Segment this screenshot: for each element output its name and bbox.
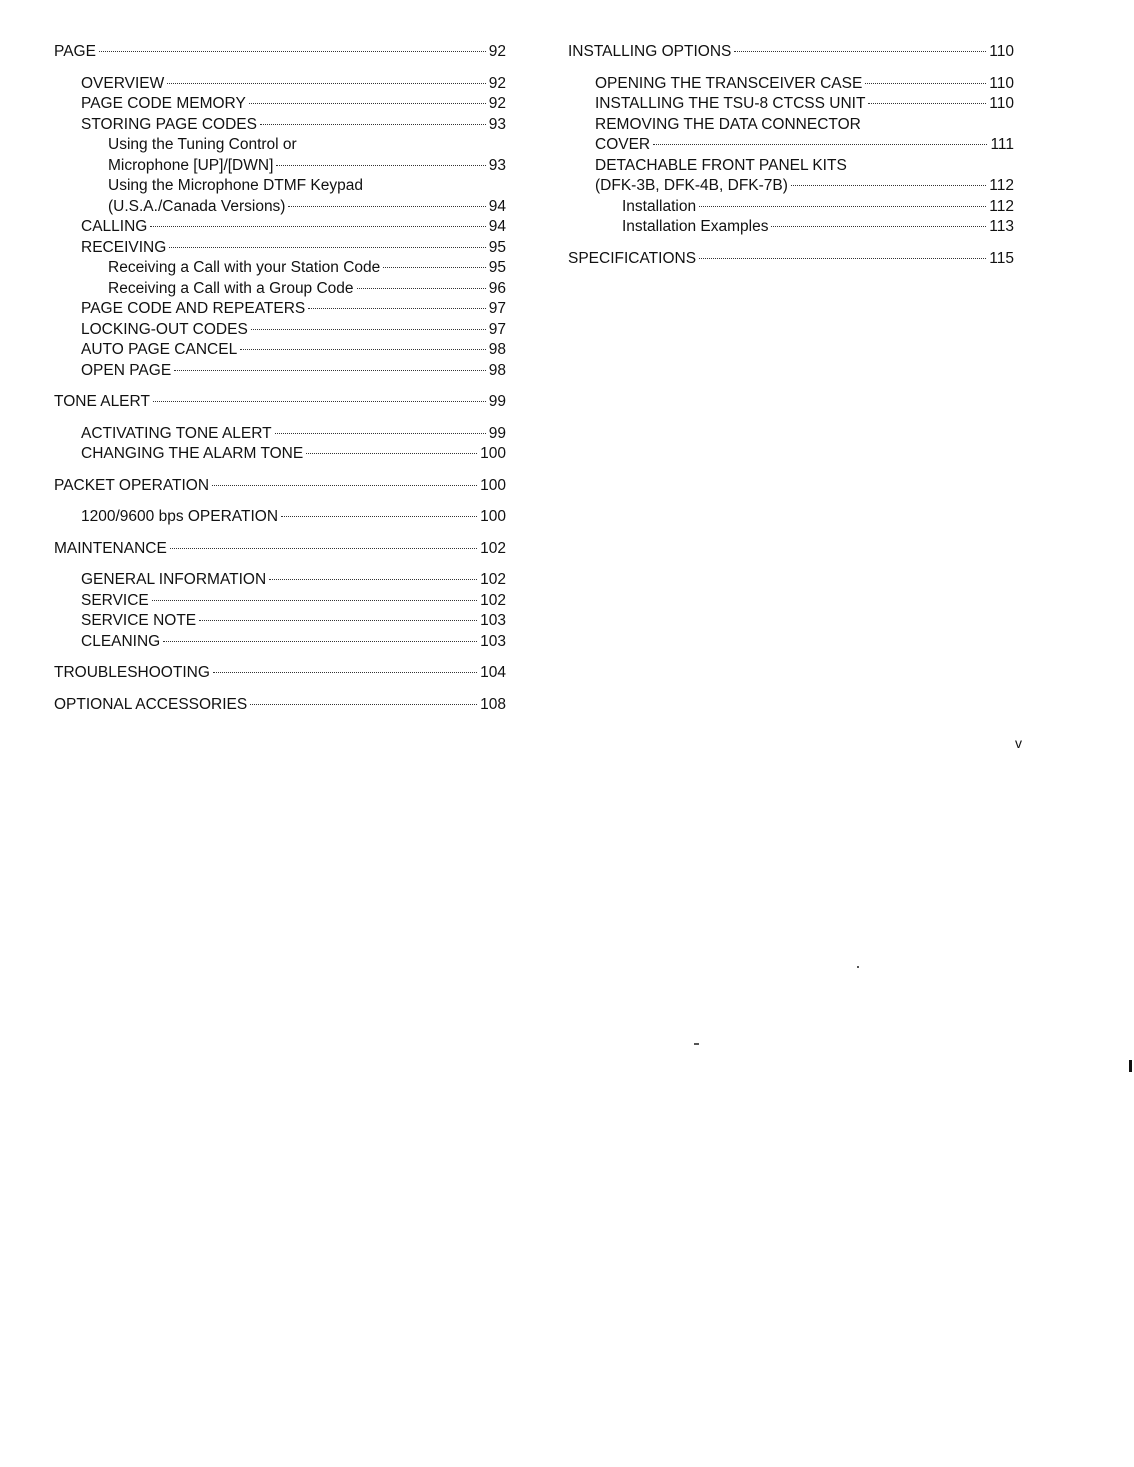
toc-entry-page: 99 bbox=[488, 393, 506, 410]
toc-dot-leader bbox=[240, 349, 486, 350]
toc-entry[interactable] bbox=[568, 74, 1014, 95]
toc-entry-title: OVERVIEW bbox=[81, 74, 165, 92]
toc-entry[interactable] bbox=[568, 156, 1014, 177]
toc-entry-title: OPEN PAGE bbox=[81, 361, 172, 379]
toc-entry-title: COVER bbox=[595, 136, 651, 153]
toc-entry-title: Installation bbox=[622, 197, 697, 215]
scan-speck bbox=[857, 966, 859, 968]
toc-entry-title: PAGE bbox=[54, 43, 96, 60]
toc-entry-title: INSTALLING THE TSU-8 CTCSS UNIT bbox=[595, 95, 866, 112]
toc-entry[interactable] bbox=[54, 94, 506, 115]
toc-entry[interactable] bbox=[54, 217, 506, 238]
toc-dot-leader bbox=[163, 641, 477, 642]
toc-entry-title: RECEIVING bbox=[81, 238, 167, 256]
toc-entry-title: Receiving a Call with a Group Code bbox=[108, 279, 354, 297]
toc-entry-title: DETACHABLE FRONT PANEL KITS bbox=[595, 156, 847, 174]
toc-entry-title: Receiving a Call with your Station Code bbox=[108, 259, 381, 276]
toc-entry-page: 100 bbox=[480, 508, 506, 525]
toc-dot-leader bbox=[791, 185, 986, 186]
toc-entry[interactable] bbox=[54, 74, 506, 95]
toc-dot-leader bbox=[276, 165, 485, 166]
toc-entry[interactable] bbox=[568, 249, 1014, 270]
toc-dot-leader bbox=[281, 516, 477, 517]
toc-entry-page: 95 bbox=[488, 259, 506, 276]
toc-entry[interactable] bbox=[54, 424, 506, 445]
toc-entry-title: REMOVING THE DATA CONNECTOR bbox=[595, 115, 861, 133]
toc-entry[interactable] bbox=[54, 238, 506, 259]
toc-entry[interactable] bbox=[54, 299, 506, 320]
toc-dot-leader bbox=[167, 83, 485, 84]
toc-entry-title: PAGE CODE MEMORY bbox=[81, 95, 246, 112]
toc-entry-page: 92 bbox=[488, 74, 506, 92]
toc-entry-page: 112 bbox=[989, 177, 1014, 194]
toc-dot-leader bbox=[269, 579, 477, 580]
toc-dot-leader bbox=[152, 600, 477, 601]
toc-dot-leader bbox=[250, 704, 477, 705]
toc-entry-title: OPENING THE TRANSCEIVER CASE bbox=[595, 74, 863, 92]
toc-entry[interactable] bbox=[54, 570, 506, 591]
toc-entry[interactable] bbox=[54, 611, 506, 632]
page-number: v bbox=[1015, 735, 1022, 751]
toc-entry-page: 108 bbox=[480, 695, 506, 713]
toc-entry[interactable] bbox=[54, 632, 506, 653]
toc-entry-title: TONE ALERT bbox=[54, 393, 150, 410]
toc-dot-leader bbox=[153, 401, 486, 402]
toc-dot-leader bbox=[99, 51, 486, 52]
toc-dot-leader bbox=[306, 453, 477, 454]
toc-entry[interactable] bbox=[54, 135, 506, 156]
toc-entry[interactable] bbox=[54, 663, 506, 684]
toc-entry-title: STORING PAGE CODES bbox=[81, 115, 257, 133]
toc-entry[interactable] bbox=[54, 320, 506, 341]
toc-dot-leader bbox=[868, 103, 986, 104]
toc-entry-title: OPTIONAL ACCESSORIES bbox=[54, 695, 248, 713]
toc-entry-title: CHANGING THE ALARM TONE bbox=[81, 445, 304, 462]
toc-entry-page: 103 bbox=[480, 612, 506, 629]
toc-entry-page: 92 bbox=[488, 43, 506, 60]
toc-dot-leader bbox=[734, 51, 986, 52]
toc-dot-leader bbox=[357, 288, 486, 289]
toc-entry[interactable] bbox=[54, 392, 506, 413]
toc-entry-page: 97 bbox=[488, 320, 506, 338]
toc-entry-page: 110 bbox=[989, 43, 1014, 60]
toc-left-column bbox=[54, 42, 506, 715]
toc-entry[interactable] bbox=[54, 361, 506, 382]
toc-entry-page: 102 bbox=[480, 591, 506, 609]
toc-entry-page: 97 bbox=[488, 300, 506, 317]
toc-entry-title: LOCKING-OUT CODES bbox=[81, 320, 248, 338]
toc-entry[interactable] bbox=[54, 539, 506, 560]
toc-entry-page: 100 bbox=[480, 445, 506, 462]
toc-dot-leader bbox=[308, 308, 486, 309]
toc-dot-leader bbox=[699, 258, 986, 259]
toc-entry-page: 93 bbox=[488, 115, 506, 133]
toc-dot-leader bbox=[249, 103, 486, 104]
scan-speck bbox=[694, 1043, 699, 1045]
toc-entry-page: 98 bbox=[488, 341, 506, 358]
toc-dot-leader bbox=[260, 124, 486, 125]
toc-entry-title: CALLING bbox=[81, 218, 148, 235]
toc-entry[interactable] bbox=[54, 695, 506, 716]
toc-entry-page: 103 bbox=[480, 632, 506, 650]
toc-entry-title: (U.S.A./Canada Versions) bbox=[108, 197, 286, 215]
toc-dot-leader bbox=[251, 329, 486, 330]
toc-entry-title: SERVICE bbox=[81, 591, 149, 609]
toc-entry[interactable] bbox=[54, 258, 506, 279]
toc-entry[interactable] bbox=[54, 507, 506, 528]
toc-entry-title: 1200/9600 bps OPERATION bbox=[81, 508, 279, 525]
toc-entry-title: Microphone [UP]/[DWN] bbox=[108, 156, 274, 174]
toc-entry[interactable] bbox=[54, 476, 506, 497]
toc-entry-page: 94 bbox=[488, 218, 506, 235]
toc-dot-leader bbox=[383, 267, 486, 268]
toc-entry-page: 112 bbox=[989, 197, 1014, 215]
toc-entry[interactable] bbox=[568, 115, 1014, 136]
toc-entry[interactable] bbox=[568, 217, 1014, 238]
toc-dot-leader bbox=[212, 485, 477, 486]
toc-entry-page: 110 bbox=[989, 74, 1014, 92]
toc-dot-leader bbox=[170, 548, 477, 549]
toc-dot-leader bbox=[199, 620, 477, 621]
toc-entry[interactable] bbox=[54, 197, 506, 218]
toc-dot-leader bbox=[699, 206, 986, 207]
toc-right-column bbox=[568, 42, 1014, 269]
toc-entry-title: INSTALLING OPTIONS bbox=[568, 43, 732, 60]
toc-entry-title: ACTIVATING TONE ALERT bbox=[81, 424, 272, 442]
toc-entry[interactable] bbox=[54, 279, 506, 300]
toc-entry[interactable] bbox=[568, 94, 1014, 115]
toc-entry-page: 99 bbox=[488, 424, 506, 442]
toc-entry-title: PACKET OPERATION bbox=[54, 476, 210, 494]
toc-entry-page: 94 bbox=[488, 197, 506, 215]
toc-entry[interactable] bbox=[54, 340, 506, 361]
toc-entry-title: PAGE CODE AND REPEATERS bbox=[81, 300, 306, 317]
toc-entry-page: 111 bbox=[990, 136, 1014, 153]
toc-entry-page: 95 bbox=[488, 238, 506, 256]
toc-entry-title: Installation Examples bbox=[622, 218, 769, 235]
toc-entry[interactable] bbox=[568, 197, 1014, 218]
toc-entry-page: 93 bbox=[488, 156, 506, 174]
toc-entry-page: 92 bbox=[488, 95, 506, 112]
toc-entry[interactable] bbox=[54, 591, 506, 612]
toc-dot-leader bbox=[150, 226, 485, 227]
toc-entry-page: 102 bbox=[480, 571, 506, 588]
toc-dot-leader bbox=[174, 370, 486, 371]
toc-entry-title: TROUBLESHOOTING bbox=[54, 664, 210, 681]
toc-entry-title: SERVICE NOTE bbox=[81, 612, 197, 629]
toc-entry[interactable] bbox=[54, 42, 506, 63]
toc-dot-leader bbox=[865, 83, 986, 84]
toc-entry-page: 100 bbox=[480, 476, 506, 494]
toc-entry-title: SPECIFICATIONS bbox=[568, 249, 697, 267]
toc-dot-leader bbox=[213, 672, 477, 673]
toc-entry-title: MAINTENANCE bbox=[54, 539, 167, 557]
toc-entry-title: CLEANING bbox=[81, 632, 161, 650]
toc-entry[interactable] bbox=[54, 444, 506, 465]
toc-entry-title: (DFK-3B, DFK-4B, DFK-7B) bbox=[595, 177, 788, 194]
toc-entry-page: 115 bbox=[989, 249, 1014, 267]
toc-entry-page: 96 bbox=[488, 279, 506, 297]
toc-entry-page: 102 bbox=[480, 539, 506, 557]
toc-entry[interactable] bbox=[54, 156, 506, 177]
toc-dot-leader bbox=[169, 247, 485, 248]
toc-dot-leader bbox=[275, 433, 486, 434]
toc-entry[interactable] bbox=[54, 176, 506, 197]
toc-entry-page: 104 bbox=[480, 664, 506, 681]
toc-entry-title: Using the Microphone DTMF Keypad bbox=[108, 177, 364, 194]
toc-entry-page: 113 bbox=[989, 218, 1014, 235]
toc-entry[interactable] bbox=[568, 176, 1014, 197]
toc-entry[interactable] bbox=[54, 115, 506, 136]
toc-entry-title: Using the Tuning Control or bbox=[108, 136, 297, 153]
toc-entry[interactable] bbox=[568, 135, 1014, 156]
toc-entry-title: AUTO PAGE CANCEL bbox=[81, 341, 238, 358]
toc-entry[interactable] bbox=[568, 42, 1014, 63]
toc-dot-leader bbox=[653, 144, 987, 145]
toc-dot-leader bbox=[771, 226, 986, 227]
toc-entry-page: 110 bbox=[989, 95, 1014, 112]
scan-edge-mark bbox=[1129, 1060, 1132, 1072]
toc-entry-page: 98 bbox=[488, 361, 506, 379]
toc-dot-leader bbox=[288, 206, 485, 207]
toc-entry-title: GENERAL INFORMATION bbox=[81, 571, 267, 588]
